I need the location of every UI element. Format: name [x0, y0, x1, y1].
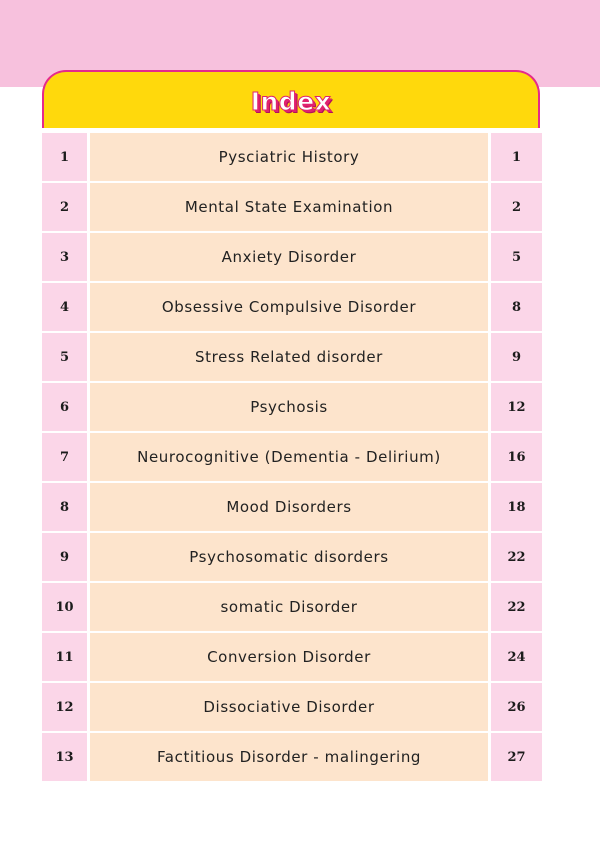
entry-number: 13 [42, 733, 87, 781]
entry-page: 2 [491, 183, 542, 231]
entry-page: 18 [491, 483, 542, 531]
table-row[interactable] [42, 233, 542, 281]
table-row[interactable] [42, 733, 542, 781]
entry-page: 9 [491, 333, 542, 381]
entry-topic[interactable]: somatic Disorder [90, 583, 488, 631]
table-row[interactable] [42, 533, 542, 581]
table-row[interactable] [42, 333, 542, 381]
entry-page: 8 [491, 283, 542, 331]
table-row[interactable] [42, 383, 542, 431]
table-row[interactable] [42, 133, 542, 181]
entry-topic[interactable]: Neurocognitive (Dementia - Delirium) [90, 433, 488, 481]
entry-topic[interactable]: Psychosis [90, 383, 488, 431]
index-title-tab [42, 70, 540, 128]
entry-topic[interactable]: Conversion Disorder [90, 633, 488, 681]
entry-page: 12 [491, 383, 542, 431]
entry-topic[interactable]: Psychosomatic disorders [90, 533, 488, 581]
entry-number: 4 [42, 283, 87, 331]
entry-topic[interactable]: Mood Disorders [90, 483, 488, 531]
entry-topic[interactable]: Obsessive Compulsive Disorder [90, 283, 488, 331]
entry-page: 24 [491, 633, 542, 681]
table-row[interactable] [42, 683, 542, 731]
entry-number: 9 [42, 533, 87, 581]
entry-number: 7 [42, 433, 87, 481]
entry-topic[interactable]: Mental State Examination [90, 183, 488, 231]
entry-topic[interactable]: Pysciatric History [90, 133, 488, 181]
index-table [42, 133, 542, 783]
entry-number: 10 [42, 583, 87, 631]
table-row[interactable] [42, 183, 542, 231]
entry-page: 16 [491, 433, 542, 481]
page-title: Index [250, 86, 332, 116]
entry-number: 11 [42, 633, 87, 681]
entry-topic[interactable]: Anxiety Disorder [90, 233, 488, 281]
entry-topic[interactable]: Factitious Disorder - malingering [90, 733, 488, 781]
entry-number: 3 [42, 233, 87, 281]
entry-number: 12 [42, 683, 87, 731]
entry-page: 22 [491, 533, 542, 581]
entry-page: 22 [491, 583, 542, 631]
entry-number: 5 [42, 333, 87, 381]
entry-page: 26 [491, 683, 542, 731]
entry-number: 1 [42, 133, 87, 181]
table-row[interactable] [42, 433, 542, 481]
table-row[interactable] [42, 483, 542, 531]
entry-page: 5 [491, 233, 542, 281]
entry-number: 8 [42, 483, 87, 531]
entry-page: 27 [491, 733, 542, 781]
entry-number: 6 [42, 383, 87, 431]
entry-topic[interactable]: Dissociative Disorder [90, 683, 488, 731]
entry-topic[interactable]: Stress Related disorder [90, 333, 488, 381]
table-row[interactable] [42, 633, 542, 681]
entry-page: 1 [491, 133, 542, 181]
table-row[interactable] [42, 283, 542, 331]
table-row[interactable] [42, 583, 542, 631]
entry-number: 2 [42, 183, 87, 231]
